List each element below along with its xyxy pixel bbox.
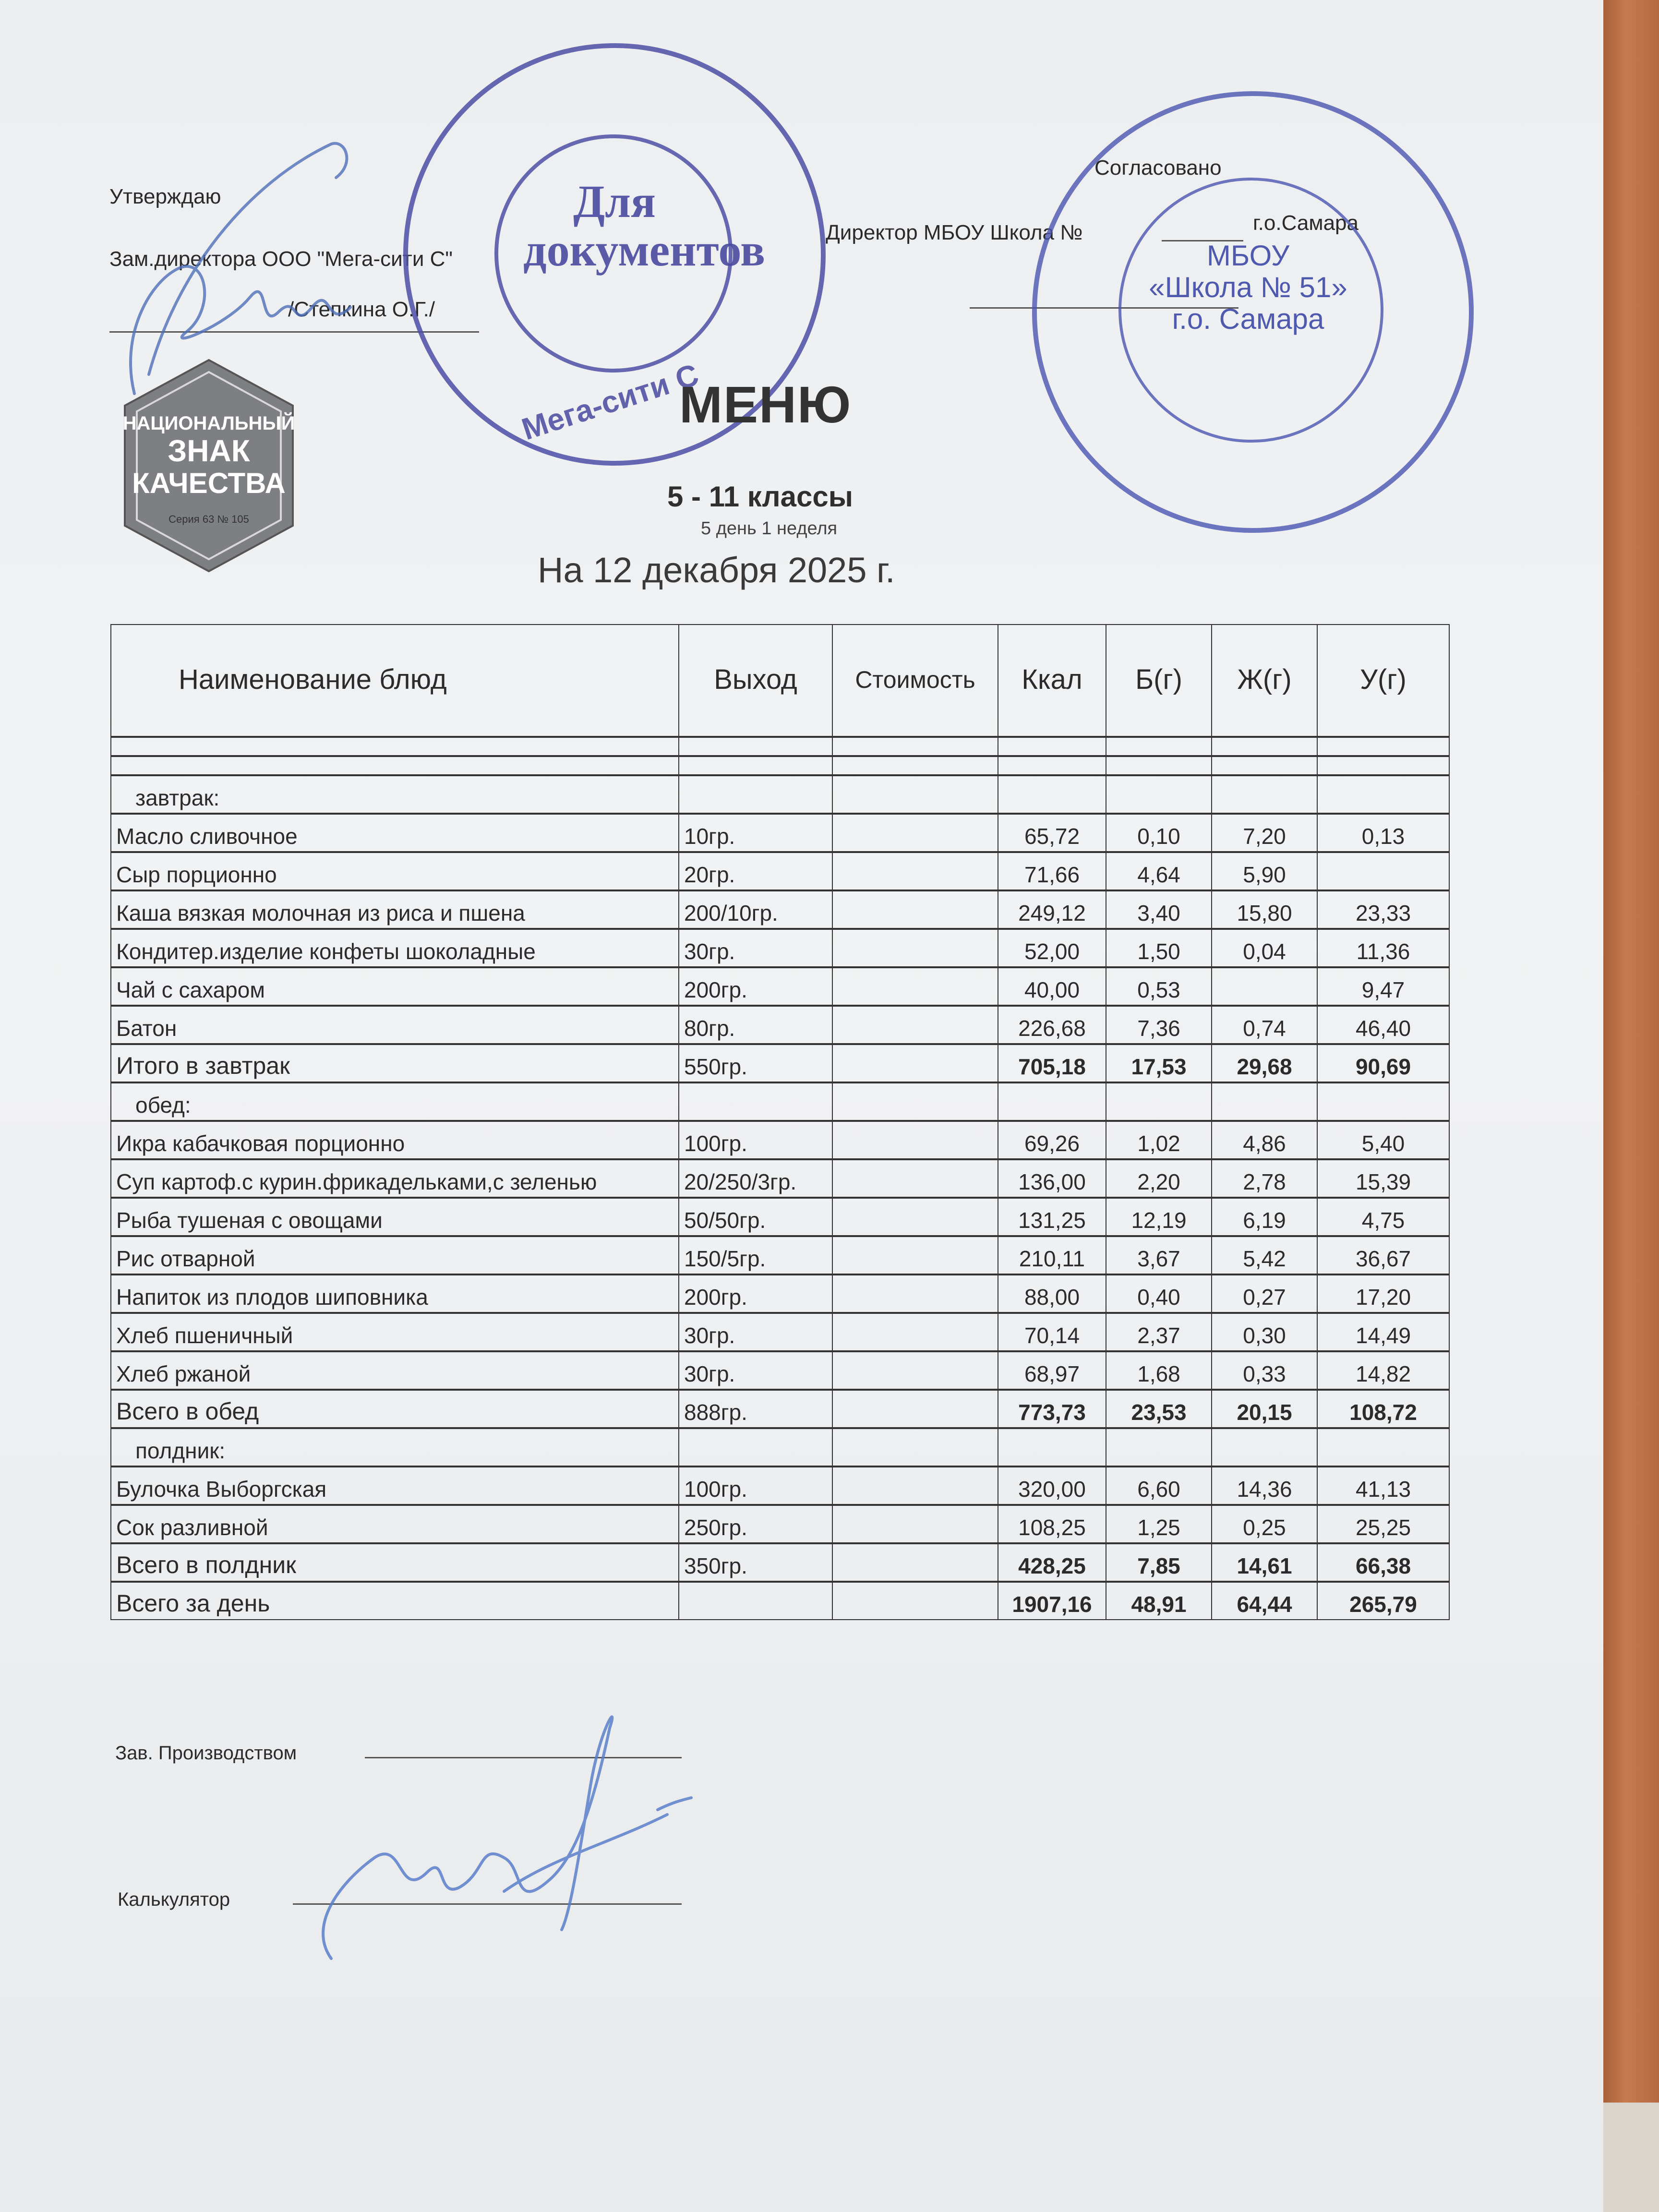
stamp-right-line2: «Школа № 51»: [1149, 271, 1347, 303]
badge-line2: ЗНАК: [168, 433, 250, 468]
title-menu: МЕНЮ: [679, 375, 852, 433]
table-row: [110, 890, 1450, 929]
calculator-label: Калькулятор: [118, 1889, 230, 1910]
value-cell: 20,15: [1212, 1390, 1318, 1428]
value-cell: 9,47: [1318, 967, 1450, 1006]
table-header-row: [110, 624, 1450, 737]
value-cell: 90,69: [1318, 1044, 1450, 1082]
deputy-sign: /Степкина О.Г./: [288, 298, 435, 321]
table-row: [110, 1313, 1450, 1351]
table-row: [110, 1121, 1450, 1159]
value-cell: [1212, 1428, 1318, 1467]
value-cell: [833, 967, 998, 1006]
title-week: 5 день 1 неделя: [701, 518, 838, 539]
table-row: [110, 1236, 1450, 1274]
value-cell: [833, 1505, 998, 1543]
value-cell: 6,60: [1106, 1467, 1212, 1505]
table-row: [110, 1006, 1450, 1044]
value-cell: 66,38: [1318, 1543, 1450, 1582]
value-cell: [1212, 775, 1318, 814]
column-header: Наименование блюд: [110, 624, 679, 737]
dish-name-cell: Хлеб пшеничный: [110, 1313, 679, 1351]
table-row: [110, 1467, 1450, 1505]
value-cell: 226,68: [998, 1006, 1106, 1044]
value-cell: [833, 756, 998, 775]
value-cell: 0,40: [1106, 1274, 1212, 1313]
value-cell: 3,67: [1106, 1236, 1212, 1274]
value-cell: 888гр.: [679, 1390, 833, 1428]
value-cell: [679, 1582, 833, 1620]
value-cell: [833, 1159, 998, 1198]
value-cell: [1106, 1082, 1212, 1121]
value-cell: 5,40: [1318, 1121, 1450, 1159]
value-cell: 2,78: [1212, 1159, 1318, 1198]
value-cell: 15,39: [1318, 1159, 1450, 1198]
value-cell: 71,66: [998, 852, 1106, 890]
value-cell: 200гр.: [679, 967, 833, 1006]
value-cell: [833, 1236, 998, 1274]
value-cell: [998, 1428, 1106, 1467]
value-cell: 14,61: [1212, 1543, 1318, 1582]
value-cell: [833, 737, 998, 756]
value-cell: 773,73: [998, 1390, 1106, 1428]
value-cell: 14,49: [1318, 1313, 1450, 1351]
value-cell: [998, 1082, 1106, 1121]
value-cell: [833, 1313, 998, 1351]
value-cell: 100гр.: [679, 1467, 833, 1505]
table-row: [110, 967, 1450, 1006]
value-cell: 14,36: [1212, 1467, 1318, 1505]
dish-name-cell: Икра кабачковая порционно: [110, 1121, 679, 1159]
value-cell: 65,72: [998, 814, 1106, 852]
value-cell: 88,00: [998, 1274, 1106, 1313]
value-cell: 320,00: [998, 1467, 1106, 1505]
value-cell: [998, 756, 1106, 775]
dish-name-cell: завтрак:: [110, 775, 679, 814]
value-cell: [833, 1198, 998, 1236]
value-cell: [833, 1390, 998, 1428]
table-row: [110, 737, 1450, 756]
value-cell: 25,25: [1318, 1505, 1450, 1543]
value-cell: [679, 775, 833, 814]
value-cell: 12,19: [1106, 1198, 1212, 1236]
value-cell: 10гр.: [679, 814, 833, 852]
value-cell: 0,33: [1212, 1351, 1318, 1390]
value-cell: [679, 756, 833, 775]
badge-small: Серия 63 № 105: [168, 513, 249, 526]
table-row: [110, 1082, 1450, 1121]
value-cell: 108,25: [998, 1505, 1106, 1543]
value-cell: 50/50гр.: [679, 1198, 833, 1236]
dish-name-cell: полдник:: [110, 1428, 679, 1467]
value-cell: [833, 1006, 998, 1044]
value-cell: [679, 1428, 833, 1467]
value-cell: 68,97: [998, 1351, 1106, 1390]
value-cell: [833, 1121, 998, 1159]
value-cell: 0,13: [1318, 814, 1450, 852]
value-cell: [833, 890, 998, 929]
value-cell: 0,27: [1212, 1274, 1318, 1313]
value-cell: [1106, 756, 1212, 775]
value-cell: 11,36: [1318, 929, 1450, 967]
value-cell: [1318, 852, 1450, 890]
value-cell: [1318, 775, 1450, 814]
column-header: Ж(г): [1212, 624, 1318, 737]
desk-edge-bottom: [1603, 2103, 1659, 2212]
column-header: Стоимость: [833, 624, 998, 737]
value-cell: 64,44: [1212, 1582, 1318, 1620]
value-cell: 428,25: [998, 1543, 1106, 1582]
table-row: [110, 1198, 1450, 1236]
dish-name-cell: Каша вязкая молочная из риса и пшена: [110, 890, 679, 929]
dish-name-cell: Булочка Выборгская: [110, 1467, 679, 1505]
value-cell: 46,40: [1318, 1006, 1450, 1044]
value-cell: 100гр.: [679, 1121, 833, 1159]
value-cell: 1,25: [1106, 1505, 1212, 1543]
dish-name-cell: [110, 756, 679, 775]
value-cell: [1318, 1082, 1450, 1121]
value-cell: 200гр.: [679, 1274, 833, 1313]
value-cell: 36,67: [1318, 1236, 1450, 1274]
stamp-right-text: [1142, 240, 1354, 335]
value-cell: [679, 737, 833, 756]
dish-name-cell: Сыр порционно: [110, 852, 679, 890]
dish-name-cell: Масло сливочное: [110, 814, 679, 852]
value-cell: [833, 1274, 998, 1313]
table-row: [110, 814, 1450, 852]
table-row: [110, 852, 1450, 890]
value-cell: [833, 1582, 998, 1620]
director-city: г.о.Самара: [1253, 211, 1358, 235]
dish-name-cell: Суп картоф.с курин.фрикадельками,с зеленью: [110, 1159, 679, 1198]
value-cell: 30гр.: [679, 1313, 833, 1351]
stamp-left-ring-text: Мега-сити С: [517, 357, 703, 447]
value-cell: 4,75: [1318, 1198, 1450, 1236]
dish-name-cell: Всего в обед: [110, 1390, 679, 1428]
value-cell: 0,74: [1212, 1006, 1318, 1044]
value-cell: 23,33: [1318, 890, 1450, 929]
dish-name-cell: Итого в завтрак: [110, 1044, 679, 1082]
table-row: [110, 1390, 1450, 1428]
table-row: [110, 756, 1450, 775]
value-cell: 550гр.: [679, 1044, 833, 1082]
deputy-line: Зам.директора ООО "Мега-сити С": [109, 247, 453, 271]
stamp-left-center-text: Для документов: [523, 176, 765, 276]
value-cell: [1318, 737, 1450, 756]
column-header: Выход: [679, 624, 833, 737]
value-cell: [1106, 1428, 1212, 1467]
value-cell: 4,64: [1106, 852, 1212, 890]
value-cell: [833, 1351, 998, 1390]
value-cell: 23,53: [1106, 1390, 1212, 1428]
value-cell: [1212, 737, 1318, 756]
value-cell: 2,37: [1106, 1313, 1212, 1351]
value-cell: [833, 1543, 998, 1582]
column-header: Ккал: [998, 624, 1106, 737]
value-cell: 250гр.: [679, 1505, 833, 1543]
value-cell: [1318, 1428, 1450, 1467]
value-cell: [1318, 756, 1450, 775]
signature-calculator: [302, 1699, 715, 1987]
value-cell: 0,10: [1106, 814, 1212, 852]
value-cell: 20гр.: [679, 852, 833, 890]
table-row: [110, 1274, 1450, 1313]
value-cell: [833, 1428, 998, 1467]
approve-label: Утверждаю: [109, 185, 221, 208]
value-cell: [833, 775, 998, 814]
value-cell: [833, 1467, 998, 1505]
value-cell: [1212, 756, 1318, 775]
value-cell: 200/10гр.: [679, 890, 833, 929]
value-cell: 7,85: [1106, 1543, 1212, 1582]
value-cell: 136,00: [998, 1159, 1106, 1198]
stamp-right-line1: МБОУ: [1206, 240, 1290, 272]
value-cell: 15,80: [1212, 890, 1318, 929]
value-cell: [1106, 737, 1212, 756]
column-header: У(г): [1318, 624, 1450, 737]
value-cell: 48,91: [1106, 1582, 1212, 1620]
table-row: [110, 929, 1450, 967]
value-cell: 249,12: [998, 890, 1106, 929]
dish-name-cell: Сок разливной: [110, 1505, 679, 1543]
table-row: [110, 1505, 1450, 1543]
table-row: [110, 1428, 1450, 1467]
table-row: [110, 1044, 1450, 1082]
value-cell: [1212, 1082, 1318, 1121]
value-cell: 6,19: [1212, 1198, 1318, 1236]
value-cell: [679, 1082, 833, 1121]
table-row: [110, 1543, 1450, 1582]
desk-edge: [1603, 0, 1659, 2212]
value-cell: [833, 814, 998, 852]
value-cell: 3,40: [1106, 890, 1212, 929]
dish-name-cell: Чай с сахаром: [110, 967, 679, 1006]
value-cell: 1907,16: [998, 1582, 1106, 1620]
value-cell: 30гр.: [679, 1351, 833, 1390]
value-cell: 705,18: [998, 1044, 1106, 1082]
value-cell: [1212, 967, 1318, 1006]
value-cell: 108,72: [1318, 1390, 1450, 1428]
column-header: Б(г): [1106, 624, 1212, 737]
value-cell: 0,04: [1212, 929, 1318, 967]
value-cell: 150/5гр.: [679, 1236, 833, 1274]
value-cell: 7,20: [1212, 814, 1318, 852]
dish-name-cell: Рис отварной: [110, 1236, 679, 1274]
value-cell: 265,79: [1318, 1582, 1450, 1620]
badge-text: [122, 413, 295, 526]
value-cell: [1106, 775, 1212, 814]
value-cell: 5,90: [1212, 852, 1318, 890]
value-cell: 52,00: [998, 929, 1106, 967]
agreed-label: Согласовано: [1094, 156, 1222, 180]
value-cell: 40,00: [998, 967, 1106, 1006]
value-cell: [833, 852, 998, 890]
title-classes: 5 - 11 классы: [667, 481, 854, 513]
dish-name-cell: Напиток из плодов шиповника: [110, 1274, 679, 1313]
dish-name-cell: обед:: [110, 1082, 679, 1121]
value-cell: 1,68: [1106, 1351, 1212, 1390]
value-cell: 17,53: [1106, 1044, 1212, 1082]
value-cell: [833, 1044, 998, 1082]
value-cell: 131,25: [998, 1198, 1106, 1236]
table-row: [110, 775, 1450, 814]
value-cell: 69,26: [998, 1121, 1106, 1159]
badge-line1: НАЦИОНАЛЬНЫЙ: [122, 413, 295, 434]
dish-name-cell: Хлеб ржаной: [110, 1351, 679, 1390]
value-cell: [998, 775, 1106, 814]
value-cell: 4,86: [1212, 1121, 1318, 1159]
dish-name-cell: Всего в полдник: [110, 1543, 679, 1582]
value-cell: 7,36: [1106, 1006, 1212, 1044]
table-row: [110, 1159, 1450, 1198]
value-cell: 41,13: [1318, 1467, 1450, 1505]
value-cell: 80гр.: [679, 1006, 833, 1044]
value-cell: 20/250/3гр.: [679, 1159, 833, 1198]
value-cell: 2,20: [1106, 1159, 1212, 1198]
value-cell: [998, 737, 1106, 756]
value-cell: [833, 929, 998, 967]
value-cell: 0,53: [1106, 967, 1212, 1006]
director-line: Директор МБОУ Школа №: [826, 221, 1083, 244]
value-cell: 0,25: [1212, 1505, 1318, 1543]
production-label: Зав. Производством: [115, 1743, 297, 1764]
dish-name-cell: Всего за день: [110, 1582, 679, 1620]
value-cell: 0,30: [1212, 1313, 1318, 1351]
value-cell: 350гр.: [679, 1543, 833, 1582]
value-cell: 70,14: [998, 1313, 1106, 1351]
value-cell: 17,20: [1318, 1274, 1450, 1313]
table-row: [110, 1582, 1450, 1620]
value-cell: 14,82: [1318, 1351, 1450, 1390]
value-cell: [833, 1082, 998, 1121]
value-cell: 30гр.: [679, 929, 833, 967]
value-cell: 1,50: [1106, 929, 1212, 967]
badge-line3: КАЧЕСТВА: [132, 467, 286, 500]
value-cell: 5,42: [1212, 1236, 1318, 1274]
dish-name-cell: [110, 737, 679, 756]
value-cell: 1,02: [1106, 1121, 1212, 1159]
value-cell: 29,68: [1212, 1044, 1318, 1082]
dish-name-cell: Рыба тушеная с овощами: [110, 1198, 679, 1236]
dish-name-cell: Батон: [110, 1006, 679, 1044]
dish-name-cell: Кондитер.изделие конфеты шоколадные: [110, 929, 679, 967]
stamp-right-line3: г.о. Самара: [1172, 303, 1324, 335]
value-cell: 210,11: [998, 1236, 1106, 1274]
table-row: [110, 1351, 1450, 1390]
title-date: На 12 декабря 2025 г.: [538, 550, 895, 590]
